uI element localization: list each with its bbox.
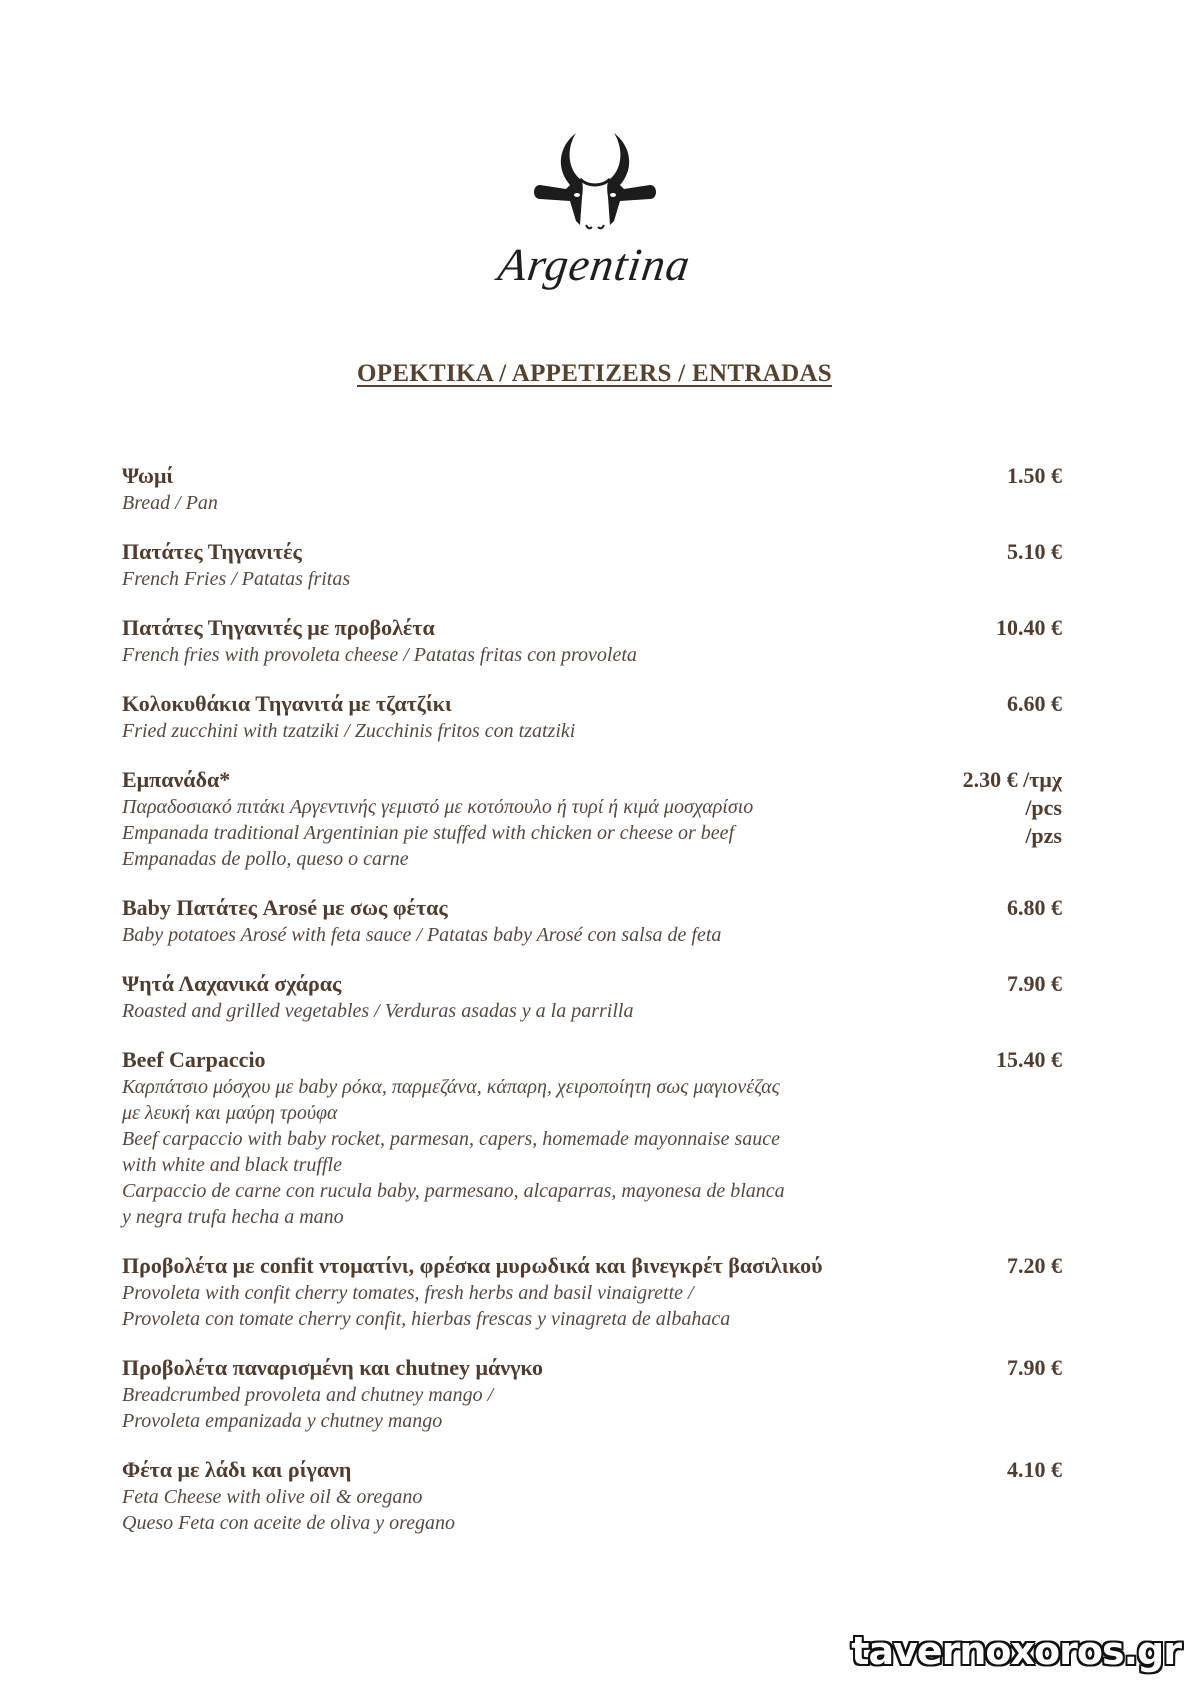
section-title: OPEKTIKA / APPETIZERS / ENTRADAS (357, 360, 832, 387)
item-name: Κολοκυθάκια Τηγανιτά με τζατζίκι (122, 691, 452, 716)
item-description: with white and black truffle (122, 1154, 342, 1176)
menu-item (122, 766, 1062, 872)
item-description: Beef carpaccio with baby rocket, parmesan, capers, homemade mayonnaise sauce (122, 1128, 780, 1150)
brand-name: Argentina (495, 239, 694, 290)
item-name: Προβολέτα με confit ντοματίνι, φρέσκα μυρωδικά και βινεγκρέτ βασιλικού (122, 1253, 823, 1278)
price-value: 4.10 € (1007, 1457, 1062, 1482)
item-price (1007, 1354, 1062, 1382)
item-description: Empanada traditional Argentinian pie stuffed with chicken or cheese or beef (122, 822, 735, 844)
price-value: 7.90 € (1007, 1355, 1062, 1380)
item-description: Breadcrumbed provoleta and chutney mango / (122, 1384, 494, 1406)
item-description: Παραδοσιακό πιτάκι Αργεντινής γεμιστό με κοτόπουλο ή τυρί ή κιμά μοσχαρίσιο (122, 796, 754, 818)
item-price (996, 1046, 1062, 1074)
watermark: tavernoxoros.gr (851, 1629, 1181, 1673)
price-value: 10.40 € (996, 615, 1062, 640)
item-name: Ψωμί (122, 463, 174, 488)
bull-head-icon (530, 125, 660, 235)
item-description: Carpaccio de carne con rucula baby, parmesano, alcaparras, mayonesa de blanca (122, 1180, 785, 1202)
item-description: French Fries / Patatas fritas (122, 568, 351, 590)
item-price (1007, 1252, 1062, 1280)
item-description: Queso Feta con aceite de oliva y oregano (122, 1512, 456, 1534)
price-value: 6.80 € (1007, 895, 1062, 920)
menu-item (122, 1046, 1062, 1230)
item-description: Fried zucchini with tzatziki / Zucchinis fritos con tzatziki (122, 720, 576, 742)
item-description: y negra trufa hecha a mano (122, 1206, 344, 1228)
menu-item (122, 690, 1062, 744)
item-name: Beef Carpaccio (122, 1047, 266, 1072)
price-value: 15.40 € (996, 1047, 1062, 1072)
item-price (1007, 1456, 1062, 1484)
price-value: 6.60 € (1007, 691, 1062, 716)
item-name: Baby Πατάτες Arosé με σως φέτας (122, 895, 448, 920)
menu-item (122, 538, 1062, 592)
item-price (1007, 970, 1062, 998)
item-name: Φέτα με λάδι και ρίγανη (122, 1457, 352, 1482)
item-price (996, 614, 1062, 642)
item-name: Πατάτες Τηγανιτές με προβολέτα (122, 615, 435, 640)
item-price (1007, 894, 1062, 922)
item-name: Εμπανάδα* (122, 767, 231, 792)
item-description: Καρπάτσιο μόσχου με baby ρόκα, παρμεζάνα, κάπαρη, χειροποίητη σως μαγιονέζας (122, 1076, 780, 1098)
item-description: Provoleta with confit cherry tomates, fresh herbs and basil vinaigrette / (122, 1282, 694, 1304)
item-description: Provoleta con tomate cherry confit, hierbas frescas y vinagreta de albahaca (122, 1308, 731, 1330)
menu-item (122, 614, 1062, 668)
item-description: Feta Cheese with olive oil & oregano (122, 1486, 423, 1508)
price-value: 5.10 € (1007, 539, 1062, 564)
item-description: με λευκή και μαύρη τρούφα (122, 1102, 338, 1124)
menu-item (122, 894, 1062, 948)
item-name: Προβολέτα παναρισμένη και chutney μάνγκο (122, 1355, 543, 1380)
item-description: Roasted and grilled vegetables / Verduras asadas y a la parrilla (122, 1000, 634, 1022)
item-price (1007, 538, 1062, 566)
menu-item (122, 1252, 1062, 1332)
menu-item (122, 1354, 1062, 1434)
menu-item (122, 1456, 1062, 1536)
item-price (1007, 690, 1062, 718)
item-name: Πατάτες Τηγανιτές (122, 539, 302, 564)
item-description: French fries with provoleta cheese / Patatas fritas con provoleta (122, 644, 637, 666)
menu-item (122, 462, 1062, 516)
item-price (963, 766, 1062, 850)
price-value: 7.20 € (1007, 1253, 1062, 1278)
item-price (1007, 462, 1062, 490)
price-unit: /pzs (1025, 823, 1062, 848)
item-description: Bread / Pan (122, 492, 218, 514)
price-value: 1.50 € (1007, 463, 1062, 488)
price-value: 2.30 € /τμχ (962, 767, 1062, 792)
item-description: Empanadas de pollo, queso o carne (122, 848, 409, 870)
item-name: Ψητά Λαχανικά σχάρας (122, 971, 342, 996)
menu-items (122, 462, 1062, 1558)
item-description: Provoleta empanizada y chutney mango (122, 1410, 443, 1432)
price-unit: /pcs (1025, 795, 1062, 820)
item-description: Baby potatoes Arosé with feta sauce / Patatas baby Arosé con salsa de feta (122, 924, 722, 946)
menu-item (122, 970, 1062, 1024)
price-value: 7.90 € (1007, 971, 1062, 996)
